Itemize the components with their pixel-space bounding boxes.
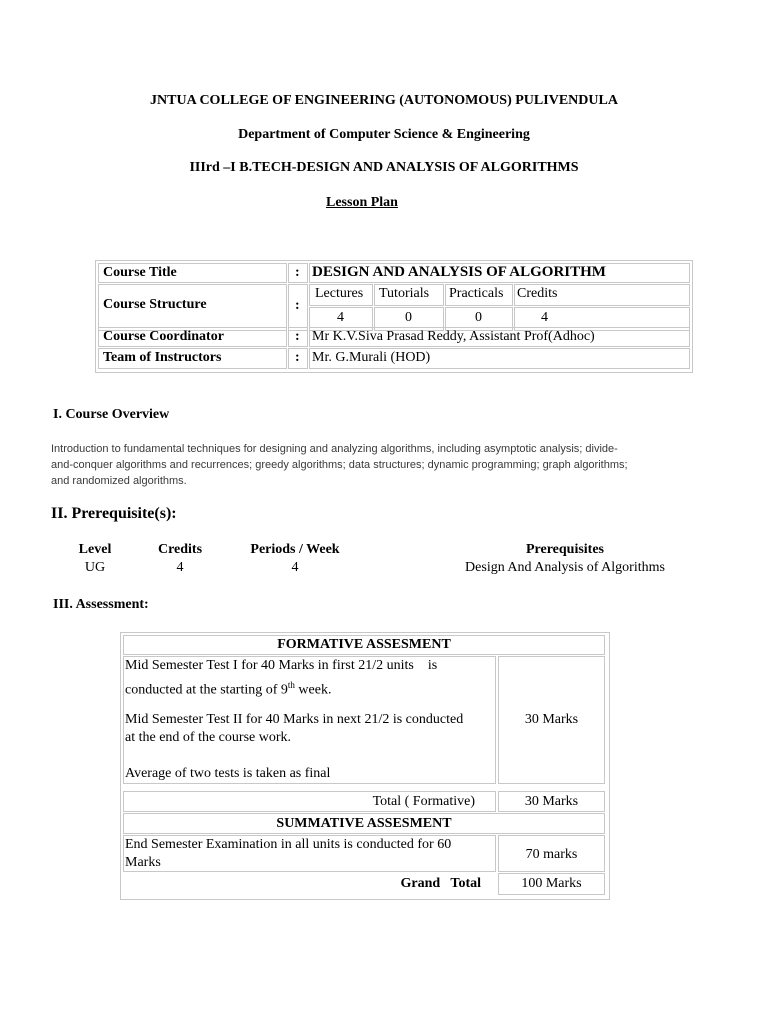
- summative-heading: SUMMATIVE ASSESMENT: [276, 816, 452, 831]
- grand-total-label: Grand Total: [400, 876, 481, 891]
- course-title-label-cell: [98, 263, 287, 283]
- structure-header: Tutorials: [379, 286, 430, 301]
- instructors-label: Team of Instructors: [103, 350, 222, 365]
- separator: :: [295, 265, 300, 280]
- mid-test-1-line1: Mid Semester Test I for 40 Marks in first 21/2 units is: [125, 658, 438, 673]
- structure-header: Credits: [517, 286, 558, 301]
- department-name: Department of Computer Science & Engineering: [238, 127, 530, 142]
- total-formative-marks: 30 Marks: [524, 794, 579, 809]
- mid-test-1-line2: [125, 676, 331, 700]
- formative-details-cell: [123, 656, 496, 784]
- structure-header-cell: [514, 284, 690, 306]
- formative-heading-cell: [123, 635, 605, 655]
- summative-details-cell: [123, 835, 496, 872]
- prerequisites-heading: II. Prerequisite(s):: [51, 505, 177, 522]
- separator: :: [295, 298, 300, 313]
- mid-test-1-suffix: week.: [294, 682, 332, 698]
- prereq-value-level: UG: [84, 560, 106, 575]
- formative-marks: 30 Marks: [524, 712, 579, 727]
- grand-total-marks: 100 Marks: [521, 876, 582, 891]
- separator-cell: [288, 327, 308, 347]
- formative-heading: FORMATIVE ASSESMENT: [277, 637, 451, 652]
- grand-total-marks-cell: [498, 873, 605, 895]
- course-overview-text: [51, 441, 691, 489]
- overview-line: and-conquer algorithms and recurrences; greedy algorithms; data structures; dynamic programming; graph algorithms;: [51, 459, 628, 471]
- structure-value: 4: [541, 310, 548, 325]
- summative-marks-cell: [498, 835, 605, 872]
- total-formative-marks-cell: [498, 791, 605, 812]
- structure-header: Lectures: [315, 286, 364, 301]
- mid-test-1-text: conducted at the starting of 9: [125, 682, 288, 698]
- course-structure-label-cell: [98, 284, 287, 331]
- coordinator-value: Mr K.V.Siva Prasad Reddy, Assistant Prof(Adhoc): [312, 329, 595, 344]
- overview-line: Introduction to fundamental techniques for designing and analyzing algorithms, including asymptotic analysis; divide-: [51, 443, 618, 455]
- course-title-label: Course Title: [103, 265, 177, 280]
- course-structure-label: Course Structure: [103, 297, 207, 312]
- total-formative-label-cell: [123, 791, 496, 812]
- coordinator-value-cell: [309, 327, 690, 347]
- summative-marks: 70 marks: [525, 847, 578, 862]
- course-title-value: DESIGN AND ANALYSIS OF ALGORITHM: [312, 264, 606, 280]
- prereq-header-level: Level: [78, 542, 112, 557]
- superscript-th: th: [287, 680, 295, 690]
- overview-line: and randomized algorithms.: [51, 475, 187, 487]
- structure-header-cell: [445, 284, 513, 306]
- assessment-table: [120, 632, 610, 900]
- separator-cell: [288, 284, 308, 331]
- formative-marks-cell: [498, 656, 605, 784]
- structure-header: Practicals: [449, 286, 504, 301]
- mid-test-2-line1: Mid Semester Test II for 40 Marks in next 21/2 is conducted: [125, 712, 464, 727]
- average-note: Average of two tests is taken as final: [125, 766, 331, 781]
- prereq-header-prerequisites: Prerequisites: [525, 542, 605, 557]
- separator-cell: [288, 348, 308, 369]
- structure-grid: [309, 284, 690, 331]
- structure-value: 0: [475, 310, 482, 325]
- separator: :: [295, 329, 300, 344]
- course-overview-heading: I. Course Overview: [53, 407, 170, 422]
- structure-header-cell: [309, 284, 373, 306]
- prereq-value-periods: 4: [291, 560, 299, 575]
- prereq-value-credits: 4: [176, 560, 184, 575]
- structure-header-cell: [374, 284, 444, 306]
- end-sem-line2: Marks: [125, 855, 161, 870]
- summative-heading-cell: [123, 813, 605, 834]
- instructors-label-cell: [98, 348, 287, 369]
- prereq-header-credits: Credits: [157, 542, 203, 557]
- structure-value: 4: [337, 310, 344, 325]
- prereq-header-periods: Periods / Week: [250, 542, 340, 557]
- separator: :: [295, 350, 300, 365]
- college-name: JNTUA COLLEGE OF ENGINEERING (AUTONOMOUS) PULIVENDULA: [150, 93, 618, 108]
- prereq-value-prerequisites: Design And Analysis of Algorithms: [465, 560, 665, 575]
- assessment-heading: III. Assessment:: [53, 597, 149, 612]
- course-line: IIIrd –I B.TECH-DESIGN AND ANALYSIS OF ALGORITHMS: [189, 160, 579, 175]
- structure-value: 0: [405, 310, 412, 325]
- grand-total-label-cell: [123, 873, 496, 895]
- course-info-table: [95, 260, 693, 373]
- course-title-value-cell: [309, 263, 690, 283]
- coordinator-label-cell: [98, 327, 287, 347]
- lesson-plan-title: Lesson Plan: [326, 195, 398, 210]
- instructors-value: Mr. G.Murali (HOD): [312, 350, 431, 365]
- coordinator-label: Course Coordinator: [103, 329, 224, 344]
- separator-cell: [288, 263, 308, 283]
- total-formative-label: Total ( Formative): [372, 794, 475, 809]
- mid-test-2-line2: at the end of the course work.: [125, 730, 291, 745]
- instructors-value-cell: [309, 348, 690, 369]
- end-sem-line1: End Semester Examination in all units is conducted for 60: [125, 837, 452, 852]
